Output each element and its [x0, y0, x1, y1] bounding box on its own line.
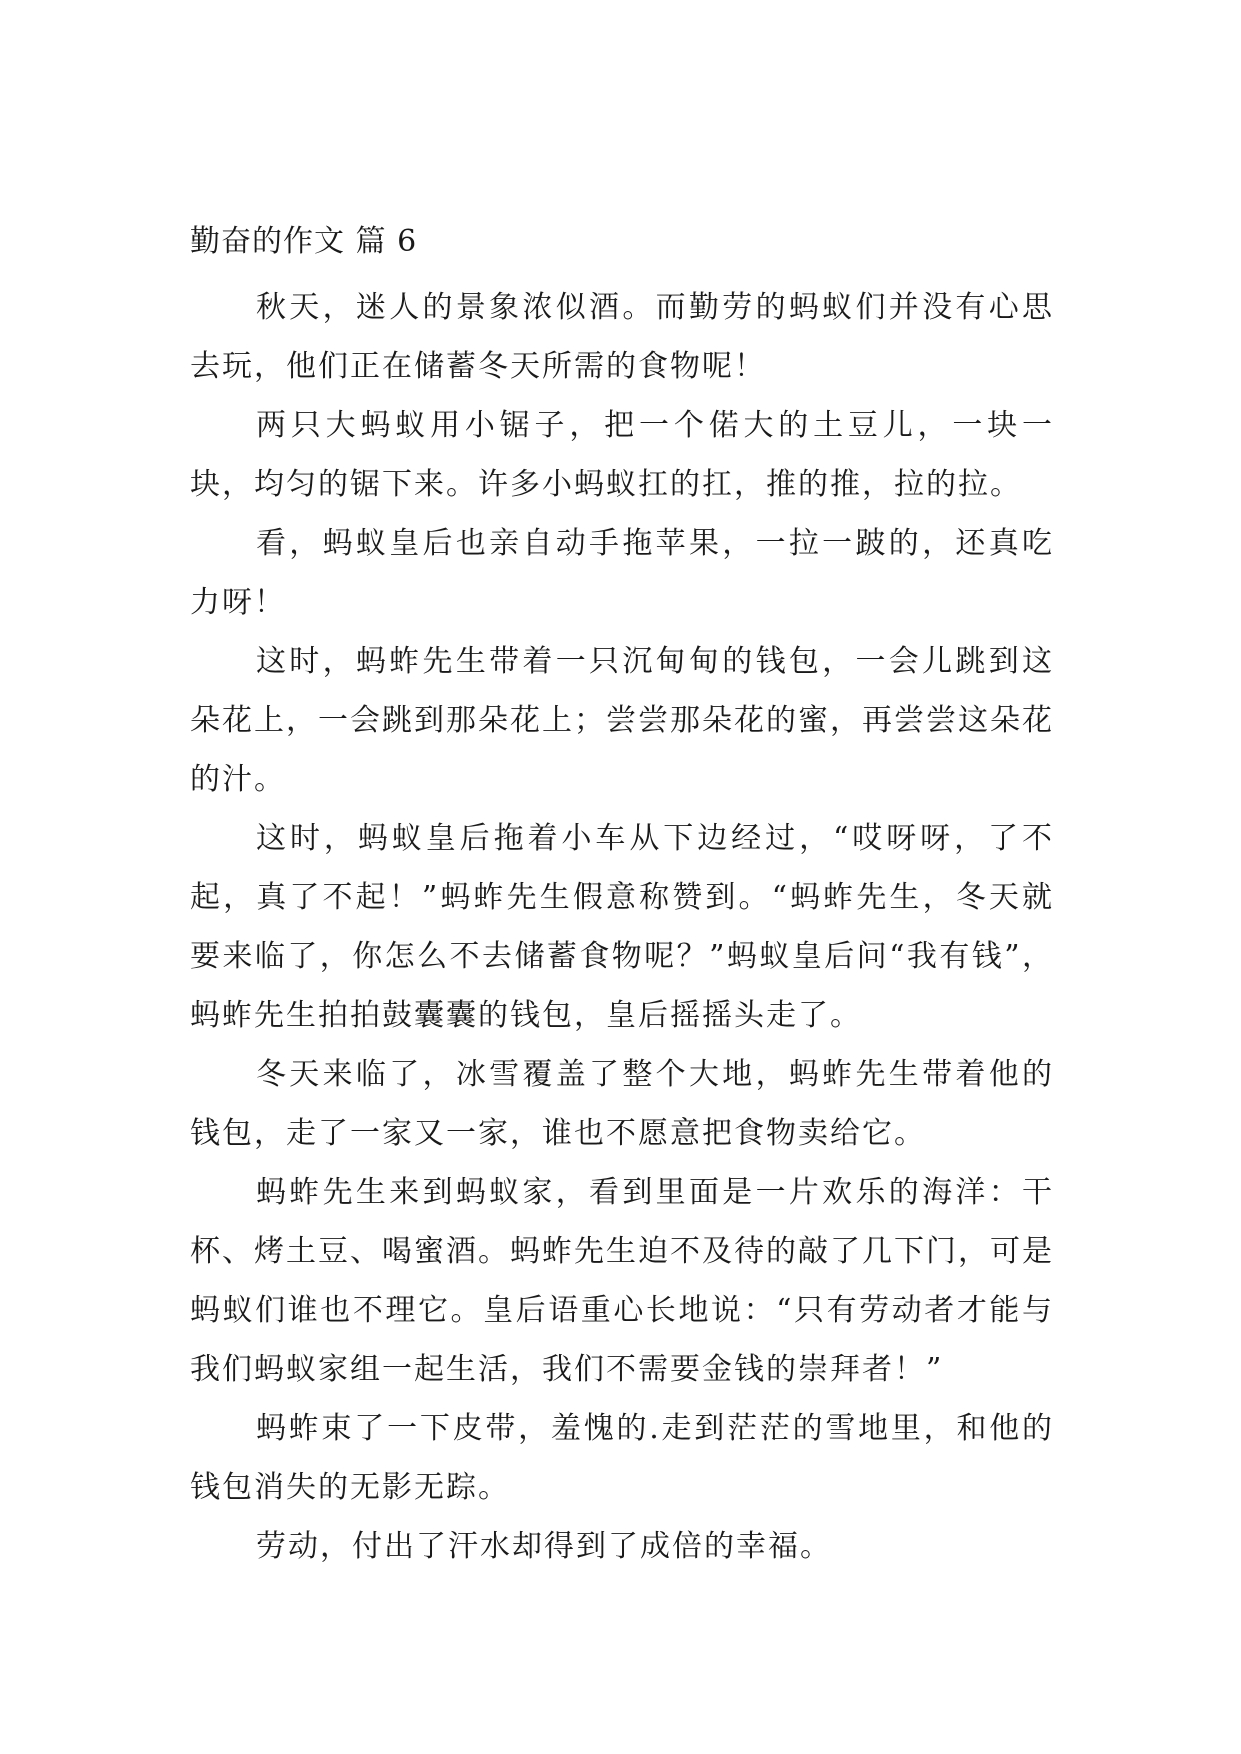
paragraph: 冬天来临了，冰雪覆盖了整个大地，蚂蚱先生带着他的钱包，走了一家又一家，谁也不愿意把食物卖给它。	[190, 1057, 1054, 1151]
paragraph: 蚂蚱束了一下皮带，羞愧的.走到茫茫的雪地里，和他的钱包消失的无影无踪。	[190, 1411, 1054, 1505]
paragraph: 这时，蚂蚁皇后拖着小车从下边经过，“哎呀呀，了不起，真了不起！”蚂蚱先生假意称赞到。“蚂蚱先生，冬天就要来临了，你怎么不去储蓄食物呢？”蚂蚁皇后问“我有钱”，蚂蚱先生拍拍鼓囊囊的钱包，皇后摇摇头走了。	[190, 821, 1054, 1033]
document-page	[190, 222, 1054, 1576]
paragraph: 蚂蚱先生来到蚂蚁家，看到里面是一片欢乐的海洋：干杯、烤土豆、喝蜜酒。蚂蚱先生迫不及待的敲了几下门，可是蚂蚁们谁也不理它。皇后语重心长地说：“只有劳动者才能与我们蚂蚁家组一起生活，我们不需要金钱的崇拜者！”	[190, 1175, 1054, 1387]
paragraph: 劳动，付出了汗水却得到了成倍的幸福。	[256, 1529, 832, 1564]
paragraph: 两只大蚂蚁用小锯子，把一个偌大的土豆儿，一块一块，均匀的锯下来。许多小蚂蚁扛的扛，推的推，拉的拉。	[190, 408, 1054, 502]
paragraph: 秋天，迷人的景象浓似酒。而勤劳的蚂蚁们并没有心思去玩，他们正在储蓄冬天所需的食物呢！	[190, 290, 1054, 384]
paragraph: 这时，蚂蚱先生带着一只沉甸甸的钱包，一会儿跳到这朵花上，一会跳到那朵花上；尝尝那朵花的蜜，再尝尝这朵花的汁。	[190, 644, 1054, 797]
paragraph: 看，蚂蚁皇后也亲自动手拖苹果，一拉一跛的，还真吃力呀！	[190, 526, 1054, 620]
document-title: 勤奋的作文 篇 6	[190, 224, 418, 259]
